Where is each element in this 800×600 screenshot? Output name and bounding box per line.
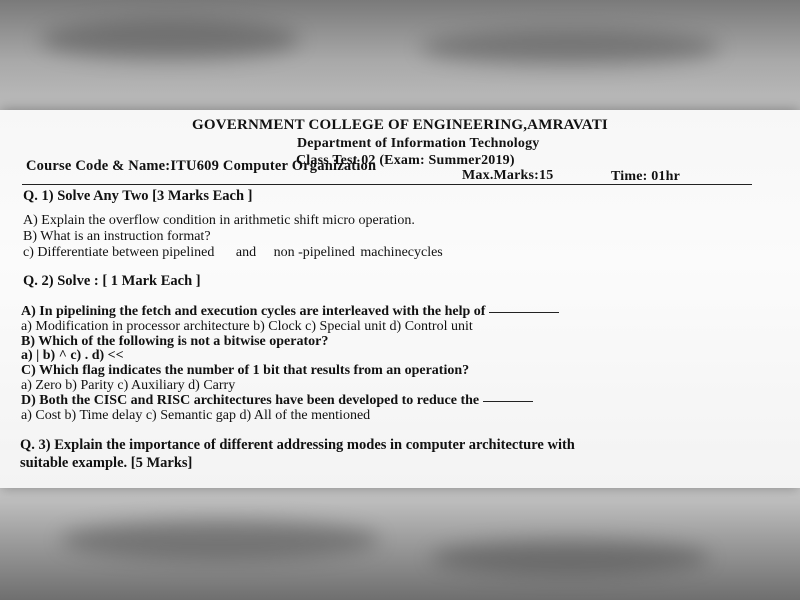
q2-a-question <box>21 305 559 319</box>
header-divider <box>22 184 752 185</box>
college-name: GOVERNMENT COLLEGE OF ENGINEERING,AMRAVATI <box>192 117 608 133</box>
answer-blank <box>489 312 559 313</box>
exam-name: Class Test 02 (Exam: Summer2019) <box>296 153 515 168</box>
background-smudge <box>40 20 300 60</box>
q2-a-question-text: A) In pipelining the fetch and execution cycles are interleaved with the help of <box>21 304 486 319</box>
q2-a-options: a) Modification in processor architecture b) Clock c) Special unit d) Control unit <box>21 319 473 334</box>
q2-d-options: a) Cost b) Time delay c) Semantic gap d) All of the mentioned <box>21 408 371 423</box>
q1-part-a: A) Explain the overflow condition in arithmetic shift micro operation. <box>23 213 415 228</box>
background-smudge <box>60 520 380 560</box>
q2-c-options: a) Zero b) Parity c) Auxiliary d) Carry <box>21 378 236 393</box>
q1-part-c-text-3: non -pipelined <box>273 245 355 260</box>
q2-d-question-text: D) Both the CISC and RISC architectures have been developed to reduce the <box>21 393 480 408</box>
q1-title: Q. 1) Solve Any Two [3 Marks Each ] <box>23 188 253 204</box>
q2-title: Q. 2) Solve : [ 1 Mark Each ] <box>23 273 201 289</box>
question-paper <box>0 110 800 488</box>
q2-b-options: a) | b) ^ c) . d) << <box>21 348 124 363</box>
q1-part-b: B) What is an instruction format? <box>23 229 211 244</box>
answer-blank <box>483 401 533 402</box>
q1-part-c-text-1: c) Differentiate between pipelined <box>23 245 215 260</box>
q1-part-c-text-2: and <box>235 245 257 260</box>
course-code-name: Course Code & Name:ITU609 Computer Organization <box>26 158 377 174</box>
q3-line-1: Q. 3) Explain the importance of different addressing modes in computer architecture with <box>20 437 575 453</box>
q1-part-c <box>23 246 443 260</box>
max-marks: Max.Marks:15 <box>462 168 554 183</box>
q2-d-question <box>21 394 533 408</box>
department-name: Department of Information Technology <box>297 136 540 151</box>
q2-b-question: B) Which of the following is not a bitwise operator? <box>21 334 329 349</box>
q1-part-c-text-4: machinecycles <box>360 245 443 260</box>
q2-c-question: C) Which flag indicates the number of 1 bit that results from an operation? <box>21 363 470 378</box>
background-smudge <box>420 30 720 65</box>
background-smudge <box>430 540 710 575</box>
exam-time: Time: 01hr <box>611 169 681 184</box>
q3-line-2: suitable example. [5 Marks] <box>20 455 193 471</box>
